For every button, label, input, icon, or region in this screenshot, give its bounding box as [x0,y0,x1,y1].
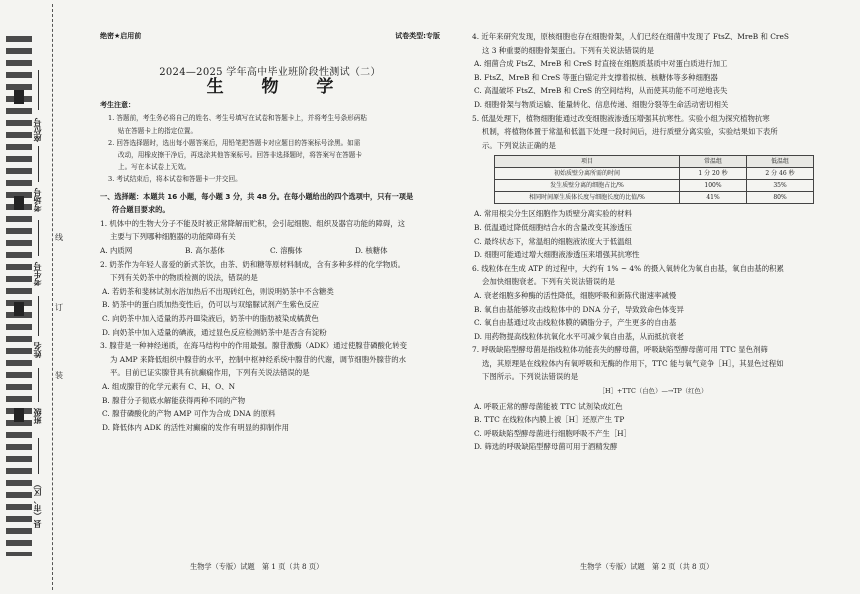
note-line: 上。写在本试卷上无效。 [118,163,191,172]
subject-title: 生 物 学 [206,77,350,98]
exam-room-label: 考场号 [33,188,42,212]
binding-dashed-line [52,4,53,590]
option-a[interactable]: A. 常用根尖分生区细胞作为质壁分离实验的材料 [474,209,632,219]
page-footer-right: 生物学（专版）试题 第 2 页（共 8 页） [580,562,714,571]
binding-stripe [6,36,32,556]
option-c[interactable]: C. 氧自由基通过攻击线粒体膜的磷脂分子，产生更多的自由基 [474,318,677,328]
table-header-cell: 常温组 [680,156,747,168]
option-d[interactable]: D. 筛选的呼吸缺陷型酵母菌可用于酒精发酵 [474,442,618,452]
option-d[interactable]: D. 降低体内 ADK 的活性对癫痫的发作有明显的抑制作用 [102,422,290,432]
table-cell: 发生质壁分离的细胞占比/% [495,180,680,192]
table-cell: 80% [747,192,814,204]
table-header-row [495,156,814,168]
question-6 [472,262,834,344]
question-text: 主要与下列哪种细胞器的功能障碍有关 [110,232,236,242]
question-7 [472,343,834,454]
table-cell: 35% [747,180,814,192]
note-line: 2. 回答选择题时，选出每小题答案后，用铅笔把答题卡对应题目的答案标号涂黑。如需 [108,138,361,147]
page-footer-left: 生物学（专版）试题 第 1 页（共 8 页） [190,562,324,571]
option-b[interactable]: B. 氧自由基能够攻击线粒体中的 DNA 分子，导致致命色体变异 [474,304,684,314]
option-d[interactable]: D. 细胞骨架与物质运输、能量转化、信息传递、细胞分裂等生命活动密切相关 [474,99,729,109]
table-cell: 41% [680,192,747,204]
binding-bar [14,196,24,210]
option-b[interactable]: B. 低温通过降低细胞结合水的含量改变其渗透压 [474,222,632,232]
option-c[interactable]: C. 呼吸缺陷型酵母菌进行细胞呼吸不产生［H］ [474,428,631,438]
question-text: 2. 奶茶作为年轻人喜爱的新式茶饮，由茶、奶和糖等原材料制成，含有多种多样的化学物质。 [100,259,406,269]
binding-bar [14,408,24,422]
option-b[interactable]: B. TTC 在线粒体内膜上被［H］还原产生 TP [474,415,625,425]
question-1 [100,217,440,258]
table-row [495,168,814,180]
question-text: 平。目前已证实腺苷具有抗癫痫作用，下列有关说法错误的是 [110,368,310,378]
binding-margin [0,0,64,594]
table-row [495,192,814,204]
table-header-cell: 项目 [495,156,680,168]
option-b[interactable]: B. 腺苷分子彻底水解能获得两种不同的产物 [102,395,246,405]
option-d[interactable]: D. 核糖体 [355,245,388,255]
table-cell: 1 分 20 秒 [680,168,747,180]
option-a[interactable]: A. 呼吸正常的酵母菌能被 TTC 试剂染成红色 [474,401,623,411]
section-heading: 一、选择题：本题共 16 小题，每小题 3 分，共 48 分。在每小题给出的四个选项中，只有一项是 [100,191,414,201]
option-a[interactable]: A. 细菌合成 FtsZ、MreB 和 CreS 时直接在细胞质基质中对蛋白质进行加工 [474,59,728,69]
cut-mark-bind: 订 [55,303,63,312]
cut-mark-install: 装 [55,371,63,380]
note-line: 改动，用橡皮擦干净后，再选涂其他答案标号。回答非选择题时，将答案写在答题卡 [118,150,362,159]
section-heading-cont: 符合题目要求的。 [112,205,170,215]
results-table [494,155,814,204]
question-text: 3. 腺苷是一种神经递质，在海马结构中的作用最强。腺苷激酶（ADK）通过使腺苷磷酸化转变 [100,341,408,351]
name-field[interactable] [38,296,39,336]
note-line: 贴在答题卡上的指定位置。 [118,126,198,135]
question-text: 示。下列说法正确的是 [482,140,556,150]
question-text: 下图所示。下列说法错误的是 [482,372,579,382]
question-text: 7. 呼吸缺陷型酵母菌是指线粒体功能丧失的酵母菌，呼吸缺陷型酵母菌可用 TTC 显色剂筛 [472,345,768,355]
question-text: 下列有关奶茶中的物质检测的说法，错误的是 [110,273,258,283]
table-cell: 2 分 46 秒 [747,168,814,180]
table-cell: 相同时间原生质体长度与细胞长度的比值/% [495,192,680,204]
option-a[interactable]: A. 组成腺苷的化学元素有 C、H、O、N [102,381,236,391]
class-label: 班级 [33,408,42,424]
question-text: 4. 近年来研究发现，原核细胞也存在细胞骨架，人们已经在细菌中发现了 FtsZ、MreB 和 CreS [472,32,789,41]
option-d[interactable]: D. 细胞可能通过增大细胞液渗透压来增强其抗寒性 [474,250,640,260]
county-label: 县（市、区） [33,480,42,528]
option-a[interactable]: A. 衰老细胞多种酶的活性降低，细胞呼吸和新陈代谢速率减慢 [474,290,677,300]
option-a[interactable]: A. 若奶茶和斐林试剂水浴加热后不出现砖红色，则说明奶茶中不含糖类 [102,286,334,296]
exam-room-field[interactable] [38,146,39,182]
question-4 [472,30,834,112]
binding-bar [14,302,24,316]
option-c[interactable]: C. 最终状态下，常温组的细胞液浓度大于低温组 [474,236,632,246]
question-2 [100,258,440,340]
table-header-cell: 低温组 [747,156,814,168]
option-c[interactable]: C. 腺苷磷酸化的产物 AMP 可作为合成 DNA 的原料 [102,409,276,419]
cut-mark-line: 线 [55,233,63,242]
candidate-no-field[interactable] [38,220,39,256]
notes-heading: 考生注意： [100,100,135,109]
question-text: 6. 线粒体在生成 ATP 的过程中，大约有 1% ~ 4% 的摄入氧转化为氧自由基，氧自由基的积累 [472,263,784,273]
question-text: 为 AMP 来降低组织中腺苷的水平，控制中枢神经系统中腺苷的代谢，调节细胞外腺苷的水 [110,354,407,364]
question-text: 5. 低温处理下，植物细胞能通过改变细胞液渗透压增强其抗寒性。实验小组为探究植物抗寒 [472,113,770,123]
right-column [472,30,834,454]
option-b[interactable]: B. FtsZ、MreB 和 CreS 等蛋白锚定并支撑着拟核、核糖体等多种细胞器 [474,72,718,82]
candidate-no-label: 考生号 [33,262,42,286]
table-cell: 100% [680,180,747,192]
question-text: 选，其原理是在线粒体内有氧呼吸和无酶的作用下，TTC 能与氧气竞争［H］，其显色过程如 [482,358,784,368]
note-line: 1. 答题前，考生务必将自己的姓名、考生号填写在试卷和答题卡上，并将考生号条形码粘 [108,114,367,123]
option-d[interactable]: D. 向奶茶中加入适量的碘液，通过显色反应检测奶茶中是否含有淀粉 [102,327,327,337]
option-c[interactable]: C. 向奶茶中加入适量的苏丹Ⅲ染液后，奶茶中的脂肪被染成橘黄色 [102,313,319,323]
option-d[interactable]: D. 用药物提高线粒体抗氧化水平可减少氧自由基，从而抵抗衰老 [474,331,684,341]
exam-title: 2024—2025 学年高中毕业班阶段性测试（二） [159,66,381,78]
option-b[interactable]: B. 奶茶中的蛋白质加热变性后，仍可以与双缩脲试剂产生紫色反应 [102,300,320,310]
binding-bar [14,90,24,104]
table-cell: 初始质壁分离所需的时间 [495,168,680,180]
note-line: 3. 考试结束后，将本试卷和答题卡一并交回。 [108,175,242,184]
option-row [100,244,440,258]
page-header [100,30,440,44]
seat-no-label: 座位号 [33,118,42,142]
question-text: 1. 机体中的生物大分子不能及时被正常降解而贮积，会引起细胞、组织及器官功能的障碍，这 [100,218,406,228]
paper-type-label: 试卷类型:专版 [395,32,440,40]
secret-label: 绝密★启用前 [100,32,142,40]
seat-no-field[interactable] [38,70,39,110]
option-c[interactable]: C. 高温破坏 FtsZ、MreB 和 CreS 的空间结构，从而使其功能不可逆地丧失 [474,86,728,96]
option-c[interactable]: C. 溶酶体 [270,245,303,255]
option-a[interactable]: A. 内质网 [100,245,133,255]
reaction-equation: ［H］+TTC（白色）—→TP（红色） [598,387,708,396]
option-b[interactable]: B. 高尔基体 [185,245,225,255]
left-column [100,30,440,434]
class-field[interactable] [38,368,39,402]
name-label: 姓名 [33,342,42,358]
county-field[interactable] [38,438,39,474]
table-row [495,180,814,192]
question-5 [472,112,834,262]
question-text: 机制，将植物体置于常温和低温下处理一段时间后，进行质壁分离实验，实验结果如下表所 [482,127,778,137]
question-3 [100,339,440,434]
question-text: 这 3 种重要的细胞骨架蛋白。下列有关说法错误的是 [482,45,654,55]
question-text: 会加快细胞衰老。下列有关说法错误的是 [482,277,616,287]
